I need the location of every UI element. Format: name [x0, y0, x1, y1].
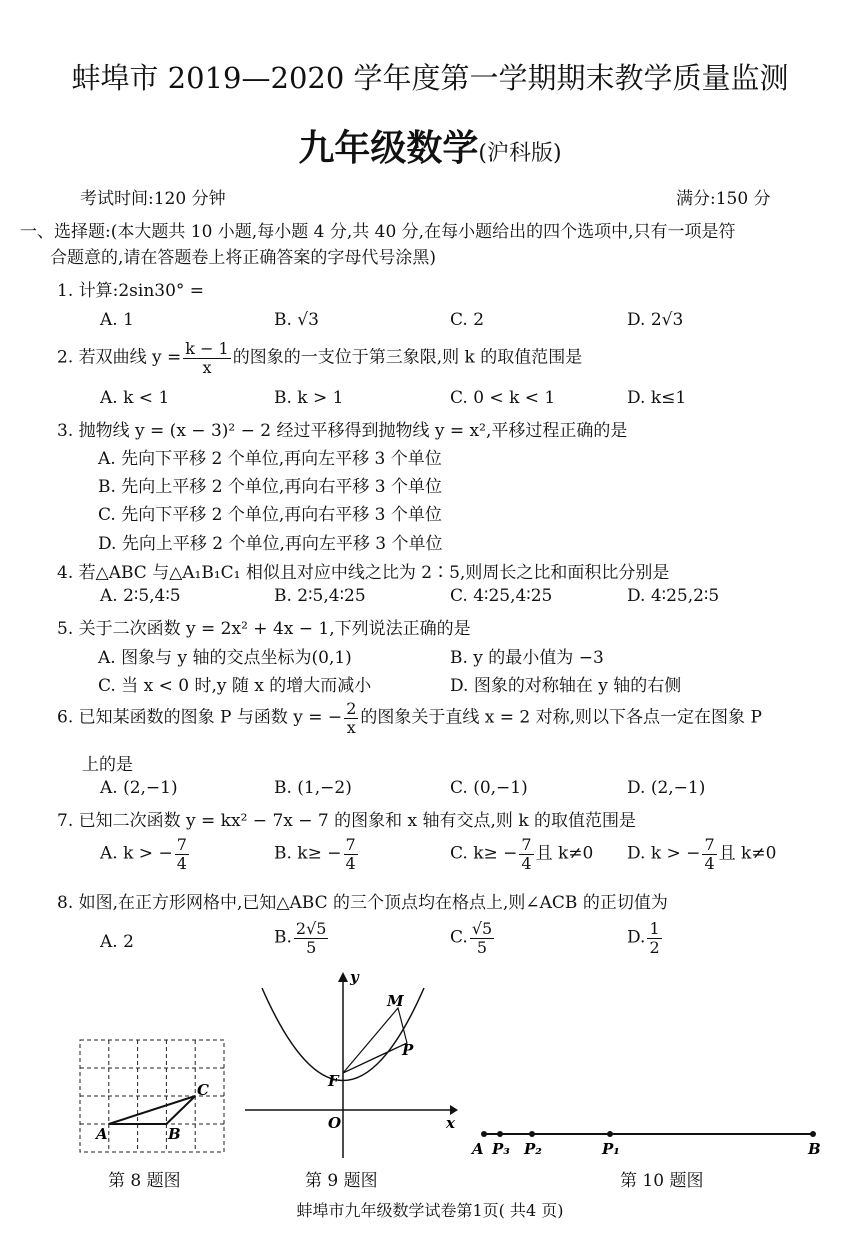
q1-option-c: C. 2 — [450, 310, 485, 330]
fig10-label-p2: P₂ — [524, 1140, 542, 1158]
q5-option-b: B. y 的最小值为 −3 — [450, 648, 604, 668]
q3-stem: 3. 抛物线 y = (x − 3)² − 2 经过平移得到抛物线 y = x²,平移过程正确的是 — [57, 421, 628, 441]
fig8-label-a: A — [96, 1125, 108, 1143]
page-footer: 蚌埠市九年级数学试卷第1页( 共4 页) — [296, 1201, 564, 1220]
subject-name: 九年级数学 — [298, 127, 479, 169]
q1-option-d: D. 2√3 — [627, 310, 684, 330]
q4-option-d: D. 4∶25,2∶5 — [627, 586, 720, 606]
fig9-label-x: x — [446, 1114, 455, 1132]
section-heading-line2: 合题意的,请在答题卷上将正确答案的字母代号涂黑) — [50, 248, 437, 268]
q4-option-a: A. 2∶5,4∶5 — [100, 586, 181, 606]
figure-10-caption: 第 10 题图 — [620, 1171, 704, 1191]
q6-fraction: $\frac{2}{x}$ — [346, 699, 357, 737]
q4-stem: 4. 若△ABC 与△A₁B₁C₁ 相似且对应中线之比为 2∶5,则周长之比和面积比分别是 — [57, 563, 670, 583]
fig10-label-p1: P₁ — [602, 1140, 620, 1158]
q6-option-c: C. (0,−1) — [450, 778, 528, 798]
fig10-label-p3: P₃ — [492, 1140, 510, 1158]
q2-stem: 2. 若双曲线 y = $\frac{k - 1}{x}$ 的图象的一支位于第三象限,则 k 的取值范围是 — [57, 339, 583, 377]
triangle-abc — [109, 1096, 195, 1124]
q7-option-c: C. k≥ − $\frac{7}{4}$ 且 k≠0 — [450, 835, 594, 873]
q6-stem-line2: 上的是 — [82, 755, 133, 775]
q4-option-b: B. 2∶5,4∶25 — [274, 586, 366, 606]
q6-option-a: A. (2,−1) — [100, 778, 178, 798]
full-score: 满分:150 分 — [676, 189, 771, 209]
q5-option-c: C. 当 x < 0 时,y 随 x 的增大而减小 — [98, 676, 372, 696]
q8-option-b: B. $\frac{2√5}{5}$ — [274, 919, 327, 957]
fig10-label-a: A — [472, 1140, 484, 1158]
q7-option-a: A. k > − $\frac{7}{4}$ — [100, 835, 187, 873]
fig10-label-b: B — [808, 1140, 821, 1158]
point-p2 — [529, 1131, 535, 1137]
q1-option-a: A. 1 — [100, 310, 134, 330]
fig9-label-o: O — [328, 1114, 342, 1132]
q3-option-b: B. 先向上平移 2 个单位,再向右平移 3 个单位 — [98, 477, 442, 497]
point-p1 — [607, 1131, 613, 1137]
q7-stem: 7. 已知二次函数 y = kx² − 7x − 7 的图象和 x 轴有交点,则 k 的取值范围是 — [57, 811, 637, 831]
q7-option-d: D. k > − $\frac{7}{4}$ 且 k≠0 — [627, 835, 777, 873]
fig9-label-m: M — [387, 992, 404, 1010]
q3-option-d: D. 先向上平移 2 个单位,再向左平移 3 个单位 — [98, 534, 443, 554]
q6-option-d: D. (2,−1) — [627, 778, 706, 798]
q1-stem: 1. 计算:2sin30° = — [57, 281, 205, 301]
q8-option-c: C. $\frac{√5}{5}$ — [450, 919, 493, 957]
q2-option-d: D. k≤1 — [627, 388, 687, 408]
fig9-label-y: y — [350, 968, 359, 986]
fig9-label-f: F — [328, 1072, 339, 1090]
figure-9-caption: 第 9 题图 — [305, 1171, 378, 1191]
figure-10-segment — [468, 1120, 828, 1160]
q2-fraction: $\frac{k - 1}{x}$ — [185, 339, 229, 377]
figure-9-parabola — [240, 968, 462, 1163]
q2-option-b: B. k > 1 — [274, 388, 344, 408]
figure-8-grid — [70, 1035, 230, 1160]
point-p3 — [497, 1131, 503, 1137]
fig8-label-b: B — [168, 1125, 181, 1143]
subject-title — [0, 120, 860, 171]
q2-option-c: C. 0 < k < 1 — [450, 388, 556, 408]
q2-option-a: A. k < 1 — [100, 388, 170, 408]
point-a — [481, 1131, 487, 1137]
fig9-label-p: P — [402, 1041, 414, 1059]
figure-8-caption: 第 8 题图 — [108, 1171, 181, 1191]
q3-option-a: A. 先向下平移 2 个单位,再向左平移 3 个单位 — [98, 449, 442, 469]
q6-stem: 6. 已知某函数的图象 P 与函数 y = − $\frac{2}{x}$ 的图象关于直线 x = 2 对称,则以下各点一定在图象 P — [57, 699, 762, 737]
q4-option-c: C. 4∶25,4∶25 — [450, 586, 553, 606]
triangle-fmp — [343, 1008, 407, 1073]
point-b — [810, 1131, 816, 1137]
section-heading-line1: 一、选择题:(本大题共 10 小题,每小题 4 分,共 40 分,在每小题给出的四个选项中,只有一项是符 — [20, 222, 736, 242]
q6-option-b: B. (1,−2) — [274, 778, 352, 798]
q5-option-d: D. 图象的对称轴在 y 轴的右侧 — [450, 676, 682, 696]
q8-option-d: D. $\frac{1}{2}$ — [627, 919, 660, 957]
q3-option-c: C. 先向下平移 2 个单位,再向右平移 3 个单位 — [98, 505, 442, 525]
q1-option-b: B. √3 — [274, 310, 319, 330]
fig8-label-c: C — [197, 1081, 209, 1099]
q5-stem: 5. 关于二次函数 y = 2x² + 4x − 1,下列说法正确的是 — [57, 619, 471, 639]
q7-option-b: B. k≥ − $\frac{7}{4}$ — [274, 835, 356, 873]
exam-title: 蚌埠市 2019—2020 学年度第一学期期末教学质量监测 — [71, 61, 789, 95]
exam-time: 考试时间:120 分钟 — [80, 189, 226, 209]
q5-option-a: A. 图象与 y 轴的交点坐标为(0,1) — [98, 648, 352, 668]
q8-stem: 8. 如图,在正方形网格中,已知△ABC 的三个顶点均在格点上,则∠ACB 的正切值为 — [57, 893, 668, 913]
y-axis-arrow-icon — [338, 972, 348, 982]
q8-option-a: A. 2 — [100, 932, 134, 952]
edition-label: (沪科版) — [478, 141, 562, 166]
